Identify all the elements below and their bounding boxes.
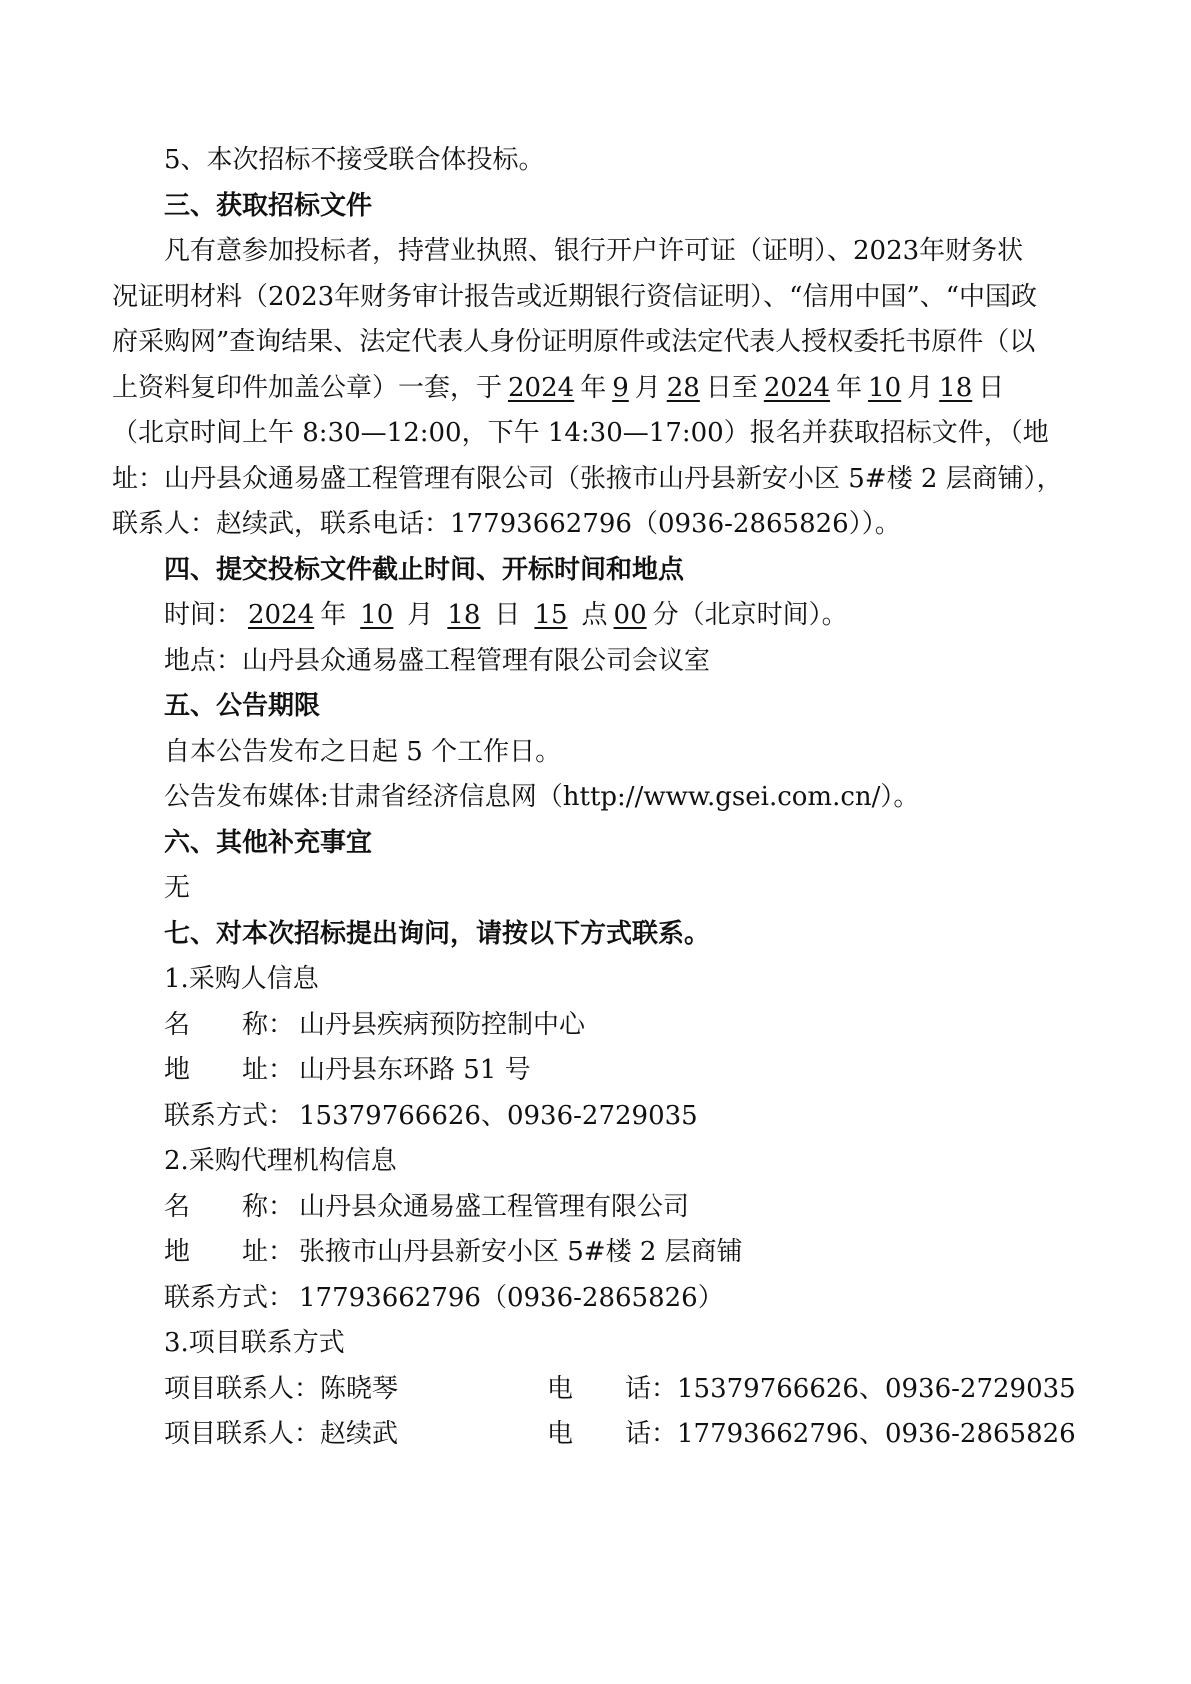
agency-address-value: 张掖市山丹县新安小区 5#楼 2 层商铺 [299, 1237, 743, 1267]
purchaser-address-row [164, 1052, 531, 1088]
project-contact-title: 3.项目联系方式 [164, 1328, 345, 1358]
agency-title: 2.采购代理机构信息 [164, 1146, 397, 1176]
section-4-heading: 四、提交投标文件截止时间、开标时间和地点 [164, 555, 685, 585]
agency-name-label: 名 称： [164, 1192, 295, 1222]
deadline-time [164, 597, 848, 633]
agency-address-row [164, 1234, 743, 1270]
purchaser-contact-value: 15379766626、0936-2729035 [299, 1101, 698, 1131]
section-3-line-5: （北京时间上午 8:30—12:00，下午 14:30—17:00）报名并获取招标文件，（地 [112, 418, 1049, 448]
end-year: 2024 [763, 373, 831, 403]
section-6-heading: 六、其他补充事宜 [164, 828, 373, 858]
purchaser-contact-row [164, 1098, 698, 1134]
year-char: 年 [320, 600, 347, 630]
deadline-day: 18 [447, 600, 481, 630]
end-day: 18 [939, 373, 973, 403]
project-contact-row [164, 1371, 398, 1407]
project-contact-name: 赵续武 [320, 1419, 399, 1449]
purchaser-address-label: 地 址： [164, 1055, 295, 1085]
section-3-line-3: 府采购网”查询结果、法定代表人身份证明原件或法定代表人授权委托书原件（以 [112, 327, 1036, 357]
section-6-content: 无 [164, 873, 191, 903]
agency-address-label: 地 址： [164, 1237, 295, 1267]
agency-name-value: 山丹县众通易盛工程管理有限公司 [299, 1192, 690, 1222]
hour-char: 点 [581, 600, 608, 630]
deadline-month: 10 [360, 600, 394, 630]
purchaser-title: 1.采购人信息 [164, 964, 319, 994]
agency-name-row [164, 1189, 689, 1225]
year-char: 年 [836, 373, 863, 403]
section-3-line-2: 况证明材料（2023年财务审计报告或近期银行资信证明）、“信用中国”、“中国政 [112, 282, 1038, 312]
line-4-prefix: 上资料复印件加盖公章）一套，于 [112, 373, 503, 403]
section-3-line-6: 址：山丹县众通易盛工程管理有限公司（张掖市山丹县新安小区 5#楼 2 层商铺）， [112, 464, 1063, 494]
purchaser-address-value: 山丹县东环路 51 号 [299, 1055, 531, 1085]
purchaser-name-label: 名 称： [164, 1010, 295, 1040]
start-day: 28 [666, 373, 700, 403]
section-3-heading: 三、获取招标文件 [164, 191, 373, 221]
month-char: 月 [907, 373, 934, 403]
day-to: 日至 [705, 373, 758, 403]
month-char: 月 [634, 373, 661, 403]
purchaser-name-value: 山丹县疾病预防控制中心 [299, 1010, 586, 1040]
project-phone-label: 电 话： [547, 1419, 678, 1449]
start-year: 2024 [508, 373, 575, 403]
deadline-year: 2024 [248, 600, 315, 630]
month-char: 月 [407, 600, 434, 630]
agency-contact-label: 联系方式： [164, 1283, 295, 1313]
deadline-hour: 15 [534, 600, 568, 630]
project-contact-label: 项目联系人： [164, 1419, 321, 1449]
section-3-line-1: 凡有意参加投标者，持营业执照、银行开户许可证（证明）、2023年财务状 [164, 236, 1024, 266]
end-month: 10 [868, 373, 902, 403]
day-char: 日 [978, 373, 1005, 403]
item-5: 5、本次招标不接受联合体投标。 [164, 145, 545, 175]
deadline-minute: 00 [613, 600, 647, 630]
section-5-line-1: 自本公告发布之日起 5 个工作日。 [164, 737, 562, 767]
time-label: 时间： [164, 600, 243, 630]
section-3-line-7: 联系人：赵续武，联系电话：17793662796（0936-2865826））。 [112, 509, 901, 539]
project-contact-phone [547, 1371, 1076, 1407]
project-phone-label: 电 话： [547, 1374, 678, 1404]
agency-contact-row [164, 1280, 724, 1316]
start-month: 9 [612, 373, 629, 403]
agency-contact-value: 17793662796（0936-2865826） [299, 1283, 724, 1313]
project-phone-value: 17793662796、0936-2865826 [677, 1419, 1076, 1449]
section-5-heading: 五、公告期限 [164, 691, 321, 721]
minute-suffix: 分（北京时间）。 [652, 600, 848, 630]
section-5-line-2: 公告发布媒体:甘肃省经济信息网（http://www.gsei.com.cn/）。 [164, 782, 920, 812]
section-7-heading: 七、对本次招标提出询问，请按以下方式联系。 [164, 919, 711, 949]
project-contact-label: 项目联系人： [164, 1374, 321, 1404]
project-contact-row [164, 1416, 398, 1452]
purchaser-contact-label: 联系方式： [164, 1101, 295, 1131]
project-phone-value: 15379766626、0936-2729035 [677, 1374, 1076, 1404]
project-contact-name: 陈晓琴 [320, 1374, 399, 1404]
year-char: 年 [580, 373, 607, 403]
project-contact-phone [547, 1416, 1076, 1452]
day-char: 日 [494, 600, 521, 630]
section-3-line-4 [112, 370, 1004, 406]
deadline-place: 地点：山丹县众通易盛工程管理有限公司会议室 [164, 646, 711, 676]
purchaser-name-row [164, 1007, 585, 1043]
